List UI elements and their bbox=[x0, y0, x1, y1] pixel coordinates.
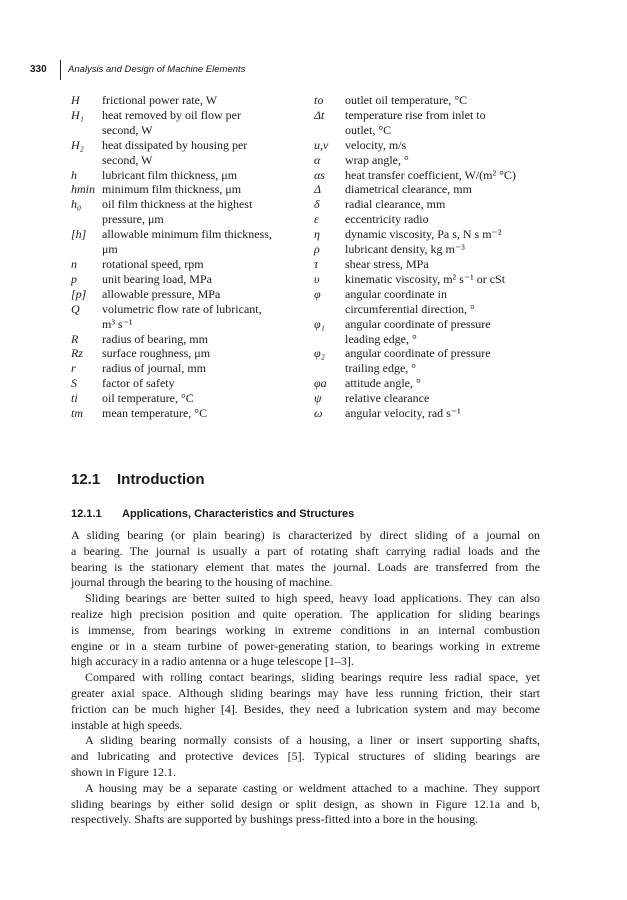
nomenclature-symbol: αs bbox=[314, 167, 325, 182]
nomenclature-description bbox=[345, 317, 604, 347]
nomenclature-item bbox=[71, 108, 336, 138]
subsection-title: Applications, Characteristics and Structures bbox=[122, 508, 355, 520]
nomenclature-symbol: h₀ bbox=[71, 197, 82, 212]
nomenclature-description bbox=[102, 93, 336, 108]
nomenclature-description bbox=[102, 391, 336, 406]
nomenclature-symbol: tm bbox=[71, 406, 83, 421]
paragraph-line: Compared with rolling contact bearings, sliding bearings require less radial space, yet bbox=[85, 670, 540, 685]
paragraph-line: A sliding bearing (or plain bearing) is characterized by direct sliding of a journal on bbox=[71, 528, 540, 542]
paragraph-line: greater axial space. Although sliding bearings may have less running friction, their start bbox=[71, 685, 540, 700]
nomenclature-description bbox=[102, 108, 336, 138]
subsection-heading bbox=[71, 508, 354, 520]
nomenclature-description-line: diametrical clearance, mm bbox=[345, 182, 472, 197]
nomenclature-symbol: ti bbox=[71, 391, 78, 406]
nomenclature-symbol: [h] bbox=[71, 227, 87, 242]
nomenclature-symbol: h bbox=[71, 167, 77, 182]
nomenclature-description-line: eccentricity radio bbox=[345, 212, 429, 227]
nomenclature-symbol: u,v bbox=[314, 137, 329, 152]
nomenclature-symbol: r bbox=[71, 361, 76, 376]
paragraph-line: sliding bearings by either solid design or split design, as shown in Figure 12.1a and b, bbox=[71, 796, 540, 811]
nomenclature-item bbox=[314, 227, 604, 242]
nomenclature-symbol: n bbox=[71, 256, 77, 271]
nomenclature-description-line: surface roughness, μm bbox=[102, 346, 211, 361]
nomenclature-description bbox=[345, 287, 604, 317]
paragraph-line: high accuracy in a radio antenna or a huge telescope [1–3]. bbox=[71, 654, 354, 669]
paragraph bbox=[71, 591, 540, 670]
running-title: Analysis and Design of Machine Elements bbox=[68, 64, 246, 75]
paragraph-line: is immense, from bearings working in extreme conditions in an internal combustion bbox=[71, 622, 540, 637]
page-number: 330 bbox=[30, 64, 47, 75]
nomenclature-item bbox=[314, 272, 604, 287]
nomenclature-description-line: outlet, °C bbox=[345, 122, 392, 137]
nomenclature-description bbox=[345, 197, 604, 212]
nomenclature-description-line: radius of journal, mm bbox=[102, 361, 206, 376]
nomenclature-symbol: Δ bbox=[314, 182, 322, 197]
nomenclature-description bbox=[102, 168, 336, 183]
nomenclature-item bbox=[71, 93, 336, 108]
nomenclature-description bbox=[345, 168, 604, 183]
nomenclature-description-line: unit bearing load, MPa bbox=[102, 271, 212, 286]
nomenclature-item bbox=[314, 257, 604, 272]
nomenclature-item bbox=[71, 346, 336, 361]
nomenclature-item bbox=[71, 168, 336, 183]
nomenclature-description-line: heat transfer coefficient, W/(m² °C) bbox=[345, 167, 516, 182]
nomenclature-item bbox=[314, 317, 604, 347]
nomenclature-symbol: hmin bbox=[71, 182, 95, 197]
nomenclature-description bbox=[345, 406, 604, 421]
paragraph bbox=[71, 781, 540, 828]
nomenclature-description bbox=[102, 272, 336, 287]
nomenclature-description-line: angular coordinate of pressure bbox=[345, 346, 491, 361]
nomenclature-description-line: dynamic viscosity, Pa s, N s m⁻² bbox=[345, 227, 502, 242]
nomenclature-description-line: kinematic viscosity, m² s⁻¹ or cSt bbox=[345, 271, 506, 286]
nomenclature-description-line: attitude angle, ° bbox=[345, 376, 421, 391]
nomenclature-description-line: temperature rise from inlet to bbox=[345, 107, 486, 122]
nomenclature-description-line: leading edge, ° bbox=[345, 331, 417, 346]
nomenclature-symbol: ε bbox=[314, 212, 319, 227]
nomenclature-description bbox=[345, 257, 604, 272]
nomenclature-description bbox=[345, 153, 604, 168]
nomenclature-description-line: μm bbox=[102, 242, 118, 257]
nomenclature-description-line: lubricant film thickness, μm bbox=[102, 167, 238, 182]
nomenclature-description bbox=[345, 376, 604, 391]
nomenclature-symbol: φ bbox=[314, 286, 321, 301]
nomenclature-description-line: frictional power rate, W bbox=[102, 93, 218, 107]
paragraph-line: engine or in a steam turbine of power-generating station, to bearings working in extreme bbox=[71, 638, 540, 653]
nomenclature-description bbox=[102, 332, 336, 347]
nomenclature-symbol: α bbox=[314, 152, 321, 167]
nomenclature-item bbox=[314, 153, 604, 168]
body-text bbox=[71, 528, 540, 828]
nomenclature-symbol: δ bbox=[314, 197, 320, 212]
paragraph-line: A housing may be a separate casting or weldment attached to a machine. They support bbox=[85, 780, 540, 795]
nomenclature-description bbox=[345, 138, 604, 153]
nomenclature-description bbox=[345, 272, 604, 287]
nomenclature-item bbox=[71, 197, 336, 227]
nomenclature-item bbox=[314, 287, 604, 317]
nomenclature-description-line: radius of bearing, mm bbox=[102, 331, 208, 346]
nomenclature-item bbox=[314, 212, 604, 227]
nomenclature-item bbox=[314, 168, 604, 183]
nomenclature-item bbox=[314, 346, 604, 376]
nomenclature-item bbox=[71, 287, 336, 302]
nomenclature-description-line: radial clearance, mm bbox=[345, 197, 446, 212]
paragraph-line: bearing is the stationary element that mates the journal. Loads are transferred from the bbox=[71, 559, 540, 574]
nomenclature-description-line: minimum film thickness, μm bbox=[102, 182, 242, 197]
nomenclature-description-line: lubricant density, kg m⁻³ bbox=[345, 242, 465, 257]
nomenclature-symbol: Q bbox=[71, 301, 80, 316]
nomenclature-description bbox=[102, 197, 336, 227]
nomenclature-item bbox=[71, 227, 336, 257]
paragraph-line: a bearing. The journal is usually a part of rotating shaft carrying radial loads and the bbox=[71, 543, 540, 558]
nomenclature-description-line: relative clearance bbox=[345, 391, 430, 406]
nomenclature-description bbox=[102, 287, 336, 302]
nomenclature-description-line: angular coordinate of pressure bbox=[345, 316, 491, 331]
nomenclature-symbol: ψ bbox=[314, 391, 322, 406]
nomenclature-description bbox=[102, 257, 336, 272]
nomenclature-right-column bbox=[314, 93, 604, 421]
nomenclature-symbol: [p] bbox=[71, 286, 87, 301]
paragraph-line: and lubricating and protective devices [5]. Typical structures of sliding bearings are bbox=[71, 749, 540, 764]
nomenclature-item bbox=[71, 272, 336, 287]
nomenclature-description bbox=[102, 302, 336, 332]
nomenclature-description bbox=[345, 346, 604, 376]
nomenclature-symbol: H₂ bbox=[71, 137, 84, 152]
nomenclature-description-line: volumetric flow rate of lubricant, bbox=[102, 301, 262, 316]
nomenclature-item bbox=[314, 242, 604, 257]
paragraph-line: friction can be much higher [4]. Besides, they need a lubrication system and may become bbox=[71, 701, 540, 716]
nomenclature-symbol: H₁ bbox=[71, 107, 84, 122]
nomenclature-item bbox=[71, 302, 336, 332]
nomenclature-item bbox=[71, 138, 336, 168]
nomenclature-description bbox=[345, 391, 604, 406]
nomenclature-item bbox=[71, 376, 336, 391]
paragraph-line: Sliding bearings are better suited to high speed, heavy load applications. They can also bbox=[85, 591, 540, 606]
paragraph-line: realize high precision position and quite operation. The application for sliding bearings bbox=[71, 606, 540, 621]
nomenclature-symbol: υ bbox=[314, 271, 320, 286]
nomenclature-description-line: heat dissipated by housing per bbox=[102, 137, 248, 152]
nomenclature-description bbox=[102, 346, 336, 361]
nomenclature-description-line: mean temperature, °C bbox=[102, 406, 208, 421]
nomenclature-item bbox=[314, 108, 604, 138]
nomenclature-symbol: to bbox=[314, 93, 324, 107]
nomenclature-item bbox=[71, 361, 336, 376]
section-number: 12.1 bbox=[71, 471, 101, 488]
nomenclature-left-column bbox=[71, 93, 336, 421]
nomenclature-description-line: angular coordinate in bbox=[345, 286, 447, 301]
nomenclature-description-line: shear stress, MPa bbox=[345, 256, 429, 271]
nomenclature-symbol: φ₁ bbox=[314, 316, 325, 331]
nomenclature-item bbox=[71, 391, 336, 406]
nomenclature-description-line: allowable minimum film thickness, bbox=[102, 227, 272, 242]
nomenclature-description-line: rotational speed, rpm bbox=[102, 256, 204, 271]
section-heading bbox=[71, 471, 204, 488]
nomenclature-item bbox=[71, 332, 336, 347]
nomenclature-item bbox=[314, 182, 604, 197]
nomenclature-description-line: factor of safety bbox=[102, 376, 175, 391]
nomenclature-description bbox=[345, 93, 604, 108]
nomenclature-symbol: φ₂ bbox=[314, 346, 325, 361]
nomenclature-description-line: m³ s⁻¹ bbox=[102, 316, 133, 331]
paragraph-line: A sliding bearing normally consists of a housing, a liner or insert supporting shafts, bbox=[85, 733, 540, 748]
subsection-number: 12.1.1 bbox=[71, 508, 102, 520]
paragraph bbox=[71, 528, 540, 591]
nomenclature-item bbox=[314, 376, 604, 391]
nomenclature-symbol: τ bbox=[314, 256, 319, 271]
nomenclature-description-line: oil film thickness at the highest bbox=[102, 197, 253, 212]
nomenclature-symbol: Δt bbox=[314, 107, 325, 122]
nomenclature-description-line: heat removed by oil flow per bbox=[102, 107, 241, 122]
nomenclature-symbol: η bbox=[314, 227, 320, 242]
nomenclature-item bbox=[71, 182, 336, 197]
nomenclature-symbol: H bbox=[71, 93, 80, 107]
nomenclature-item bbox=[314, 138, 604, 153]
nomenclature-description bbox=[102, 138, 336, 168]
nomenclature-description bbox=[345, 212, 604, 227]
nomenclature-item bbox=[314, 406, 604, 421]
nomenclature-description-line: pressure, μm bbox=[102, 212, 164, 227]
nomenclature-description bbox=[345, 227, 604, 242]
nomenclature-description-line: allowable pressure, MPa bbox=[102, 286, 221, 301]
nomenclature-symbol: φa bbox=[314, 376, 327, 391]
paragraph bbox=[71, 733, 540, 780]
header-divider bbox=[60, 60, 61, 80]
nomenclature-description-line: outlet oil temperature, °C bbox=[345, 93, 468, 107]
nomenclature-item bbox=[71, 406, 336, 421]
nomenclature-item bbox=[71, 257, 336, 272]
paragraph-line: journal through the bearing to the housing of machine. bbox=[71, 575, 333, 590]
nomenclature-description-line: oil temperature, °C bbox=[102, 391, 194, 406]
paragraph-line: instable at high speeds. bbox=[71, 717, 183, 732]
nomenclature-description bbox=[102, 376, 336, 391]
nomenclature-description-line: trailing edge, ° bbox=[345, 361, 417, 376]
nomenclature-description-line: circumferential direction, ° bbox=[345, 301, 475, 316]
nomenclature-description bbox=[345, 108, 604, 138]
nomenclature-symbol: ρ bbox=[314, 242, 320, 257]
nomenclature-description-line: wrap angle, ° bbox=[345, 152, 409, 167]
nomenclature-symbol: p bbox=[71, 271, 77, 286]
nomenclature-symbol: ω bbox=[314, 406, 323, 421]
nomenclature-description bbox=[102, 406, 336, 421]
nomenclature-symbol: R bbox=[71, 331, 79, 346]
nomenclature-item bbox=[314, 93, 604, 108]
nomenclature-description bbox=[345, 182, 604, 197]
nomenclature-description bbox=[345, 242, 604, 257]
nomenclature-description-line: second, W bbox=[102, 152, 153, 167]
paragraph bbox=[71, 670, 540, 733]
nomenclature-description bbox=[102, 182, 336, 197]
nomenclature-item bbox=[314, 391, 604, 406]
paragraph-line: respectively. Shafts are supported by bushings press-fitted into a bore in the housing. bbox=[71, 812, 479, 827]
nomenclature-description bbox=[102, 227, 336, 257]
nomenclature-description-line: angular velocity, rad s⁻¹ bbox=[345, 406, 461, 421]
section-title: Introduction bbox=[117, 471, 205, 488]
nomenclature-symbol: Rz bbox=[71, 346, 83, 361]
paragraph-line: shown in Figure 12.1. bbox=[71, 764, 176, 779]
nomenclature-item bbox=[314, 197, 604, 212]
nomenclature-description-line: velocity, m/s bbox=[345, 137, 407, 152]
nomenclature-symbol: S bbox=[71, 376, 77, 391]
nomenclature-description bbox=[102, 361, 336, 376]
nomenclature-description-line: second, W bbox=[102, 122, 153, 137]
